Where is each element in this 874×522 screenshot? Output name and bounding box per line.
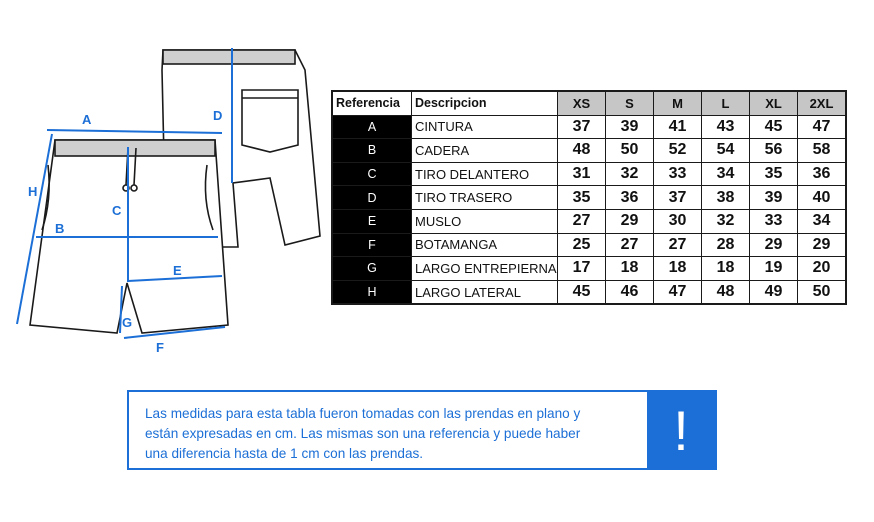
row-value: 58 [798,139,847,163]
row-reference: B [332,139,412,163]
header-referencia: Referencia [332,91,412,115]
row-value: 31 [558,162,606,186]
row-description: LARGO ENTREPIERNA [412,257,558,281]
row-value: 18 [654,257,702,281]
row-value: 32 [606,162,654,186]
shorts-measurement-diagram [0,0,340,370]
notice-text [145,404,645,464]
row-value: 32 [702,209,750,233]
row-value: 29 [606,209,654,233]
row-value: 48 [558,139,606,163]
row-description: MUSLO [412,209,558,233]
label-a: A [82,112,92,127]
row-value: 41 [654,115,702,139]
notice-line: están expresadas en cm. Las mismas son una referencia y puede haber [145,426,581,441]
exclamation-icon: ! [647,392,715,468]
row-value: 49 [750,280,798,304]
row-value: 56 [750,139,798,163]
row-description: CADERA [412,139,558,163]
table-row [332,162,846,186]
row-value: 36 [606,186,654,210]
row-reference: C [332,162,412,186]
row-description: CINTURA [412,115,558,139]
notice-line: Las medidas para esta tabla fueron tomadas con las prendas en plano y [145,406,581,421]
row-value: 39 [750,186,798,210]
row-value: 47 [798,115,847,139]
row-value: 27 [654,233,702,257]
row-value: 29 [798,233,847,257]
row-value: 37 [654,186,702,210]
header-size: L [702,91,750,115]
notice-line: una diferencia hasta de 1 cm con las prendas. [145,446,424,461]
row-value: 40 [798,186,847,210]
label-d: D [213,108,223,123]
row-description: TIRO DELANTERO [412,162,558,186]
row-value: 50 [606,139,654,163]
header-descripcion: Descripcion [412,91,558,115]
row-description: LARGO LATERAL [412,280,558,304]
header-size: S [606,91,654,115]
table-header-row [332,91,846,115]
row-value: 29 [750,233,798,257]
row-value: 50 [798,280,847,304]
table-body [332,115,846,304]
row-value: 52 [654,139,702,163]
table-row [332,233,846,257]
row-value: 28 [702,233,750,257]
label-c: C [112,203,122,218]
table-row [332,209,846,233]
table-row [332,139,846,163]
row-value: 48 [702,280,750,304]
row-value: 25 [558,233,606,257]
row-value: 27 [606,233,654,257]
row-value: 33 [750,209,798,233]
row-value: 47 [654,280,702,304]
measurement-notice [127,390,717,470]
label-f: F [156,340,164,355]
label-b: B [55,221,65,236]
header-size: 2XL [798,91,847,115]
row-value: 45 [558,280,606,304]
row-value: 18 [702,257,750,281]
table-row [332,115,846,139]
header-size: XS [558,91,606,115]
row-value: 43 [702,115,750,139]
label-e: E [173,263,182,278]
row-value: 36 [798,162,847,186]
row-reference: E [332,209,412,233]
row-value: 18 [606,257,654,281]
row-value: 34 [702,162,750,186]
header-size: M [654,91,702,115]
row-value: 33 [654,162,702,186]
row-reference: G [332,257,412,281]
row-value: 46 [606,280,654,304]
row-description: TIRO TRASERO [412,186,558,210]
row-value: 37 [558,115,606,139]
row-reference: A [332,115,412,139]
table-row [332,280,846,304]
row-reference: H [332,280,412,304]
row-description: BOTAMANGA [412,233,558,257]
table-row [332,257,846,281]
row-value: 38 [702,186,750,210]
row-value: 19 [750,257,798,281]
row-value: 54 [702,139,750,163]
header-size: XL [750,91,798,115]
size-chart-table [331,90,847,305]
row-value: 27 [558,209,606,233]
row-value: 39 [606,115,654,139]
row-value: 20 [798,257,847,281]
row-value: 30 [654,209,702,233]
label-h: H [28,184,38,199]
row-reference: F [332,233,412,257]
row-value: 34 [798,209,847,233]
label-g: G [122,315,133,330]
table-row [332,186,846,210]
row-value: 35 [750,162,798,186]
row-reference: D [332,186,412,210]
row-value: 35 [558,186,606,210]
row-value: 45 [750,115,798,139]
row-value: 17 [558,257,606,281]
